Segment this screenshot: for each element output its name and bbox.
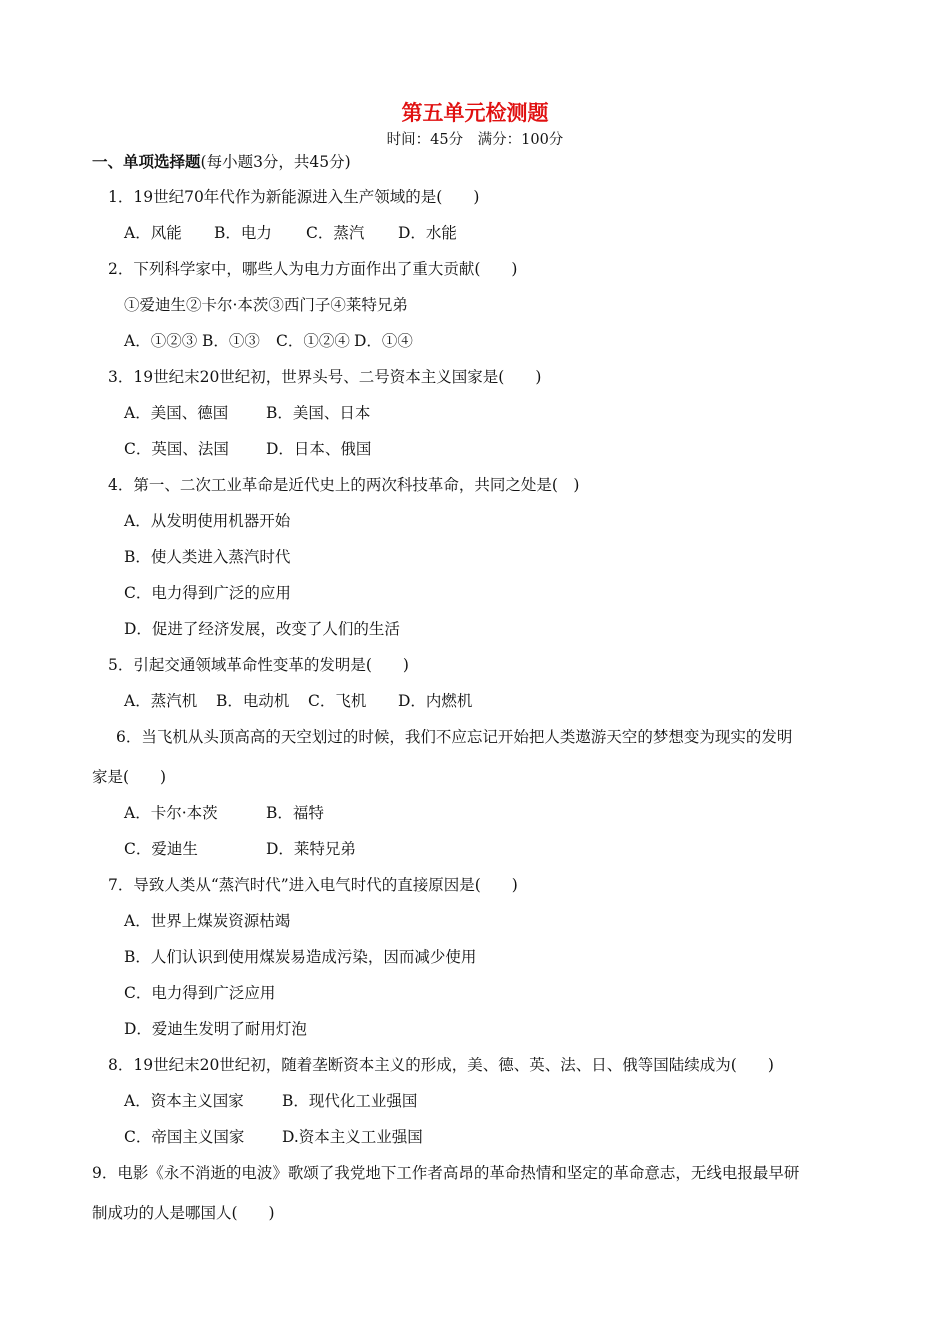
question-stem: 6．当飞机从头顶高高的天空划过的时候，我们不应忘记开始把人类遨游天空的梦想变为现实的发明: [116, 728, 793, 746]
option: A．从发明使用机器开始: [124, 512, 291, 530]
option: A．卡尔·本茨: [124, 804, 218, 822]
page-title: 第五单元检测题: [401, 101, 549, 125]
option-row: [124, 803, 324, 823]
question-stem: 7．导致人类从“蒸汽时代”进入电气时代的直接原因是( ): [108, 876, 518, 894]
section-note: (每小题3分，共45分): [200, 153, 351, 171]
option: A．资本主义国家: [124, 1092, 244, 1110]
option: C．爱迪生: [124, 840, 198, 858]
section-heading: [92, 152, 351, 172]
question-stem: 4．第一、二次工业革命是近代史上的两次科技革命，共同之处是( ): [108, 476, 580, 494]
option-row: [124, 839, 356, 859]
option: D．内燃机: [398, 692, 473, 710]
option: A．美国、德国: [124, 404, 229, 422]
option: B．现代化工业强国: [282, 1092, 418, 1110]
option: D．①④: [354, 332, 413, 350]
option: B．电力: [214, 224, 272, 242]
question-stem: 5．引起交通领域革命性变革的发明是( ): [108, 656, 409, 674]
option: A．风能: [124, 224, 182, 242]
option-row: [124, 439, 371, 459]
option: B．使人类进入蒸汽时代: [124, 548, 291, 566]
option: B．电动机: [216, 692, 290, 710]
option: C．蒸汽: [306, 224, 365, 242]
section-title: 一、单项选择题: [92, 153, 201, 171]
option: C．①②④: [276, 332, 350, 350]
option-row: [124, 1127, 423, 1147]
option-row: [124, 331, 413, 351]
option: B．人们认识到使用煤炭易造成污染，因而减少使用: [124, 948, 477, 966]
question-stem: 8．19世纪末20世纪初，随着垄断资本主义的形成，美、德、英、法、日、俄等国陆续成为( ): [108, 1056, 774, 1074]
option: B．①③: [202, 332, 260, 350]
option-row: [124, 691, 472, 711]
option: C．电力得到广泛的应用: [124, 584, 291, 602]
option: D．水能: [398, 224, 457, 242]
question-stem: 3．19世纪末20世纪初，世界头号、二号资本主义国家是( ): [108, 368, 542, 386]
option: A．蒸汽机: [124, 692, 198, 710]
question-stem: 2．下列科学家中，哪些人为电力方面作出了重大贡献( ): [108, 260, 518, 278]
option: A．①②③: [124, 332, 198, 350]
option: A．世界上煤炭资源枯竭: [124, 912, 291, 930]
option-row: [124, 403, 370, 423]
question-stem-cont: 家是( ): [92, 768, 167, 786]
question-items: ①爱迪生②卡尔·本茨③西门子④莱特兄弟: [124, 296, 408, 314]
question-stem: 9．电影《永不消逝的电波》歌颂了我党地下工作者高昂的革命热情和坚定的革命意志，无线电报最早研: [92, 1164, 800, 1182]
question-stem: 1．19世纪70年代作为新能源进入生产领域的是( ): [108, 188, 480, 206]
option: D．促进了经济发展，改变了人们的生活: [124, 620, 400, 638]
question-stem-cont: 制成功的人是哪国人( ): [92, 1204, 275, 1222]
option: C．英国、法国: [124, 440, 229, 458]
option-row: [124, 1091, 417, 1111]
option: D.资本主义工业强国: [282, 1128, 423, 1146]
option: C．帝国主义国家: [124, 1128, 245, 1146]
page-subtitle: 时间：45分 满分：100分: [386, 132, 564, 148]
option: C．飞机: [308, 692, 367, 710]
option-row: [124, 223, 457, 243]
option: D．爱迪生发明了耐用灯泡: [124, 1020, 307, 1038]
option: C．电力得到广泛应用: [124, 984, 276, 1002]
option: B．美国、日本: [266, 404, 371, 422]
option: D．莱特兄弟: [266, 840, 356, 858]
option: B．福特: [266, 804, 324, 822]
option: D．日本、俄国: [266, 440, 372, 458]
